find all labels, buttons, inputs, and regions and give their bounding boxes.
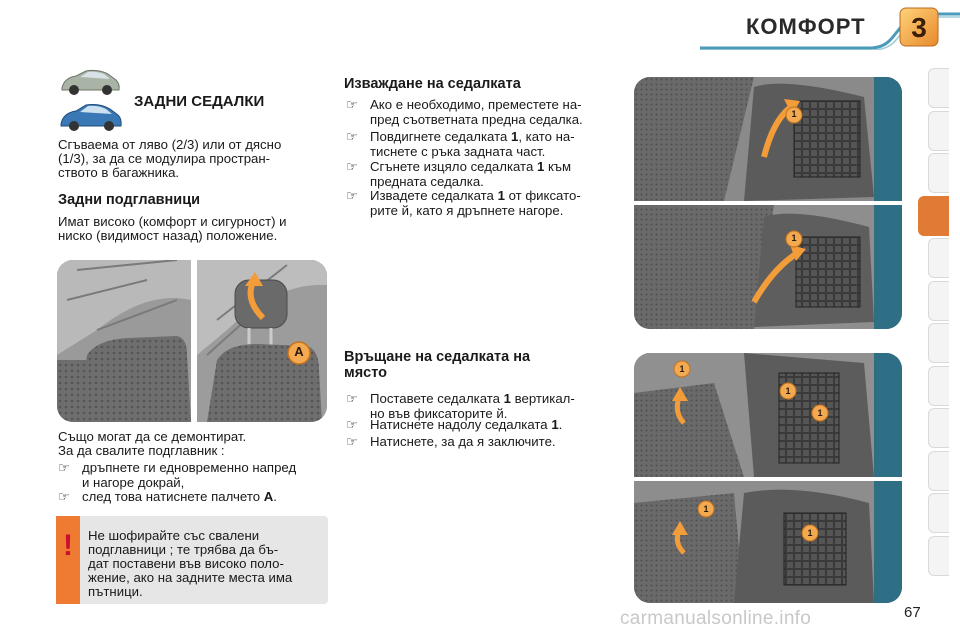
bullet-text: от фиксато- [504, 188, 581, 203]
bullet-text: Сгънете изцяло седалката [370, 159, 537, 174]
after-text-2: За да свалите подглавник : [58, 443, 225, 458]
warning-line-5: пътници. [88, 584, 143, 599]
bullet-text: след това натиснете палчето [82, 489, 264, 504]
warning-line-3: дат поставени във високо поло- [88, 556, 284, 571]
bullet-icon: ☞ [346, 434, 358, 449]
label-1-text: 1 [791, 233, 797, 243]
bullet-text: , като на- [518, 129, 575, 144]
headrests-text-2: ниско (видимост назад) положение. [58, 228, 278, 243]
intro-line-3: ството в багажника. [58, 165, 180, 180]
label-1-text: 1 [703, 504, 709, 514]
bullet-bold: 1 [536, 159, 545, 174]
headrests-text-1: Имат високо (комфорт и сигурност) и [58, 214, 287, 229]
bullet-text: Натиснете надолу седалката [370, 417, 552, 432]
bullet-icon: ☞ [346, 159, 358, 174]
intro-line-1: Сгъваема от ляво (2/3) или от дясно [58, 137, 282, 152]
label-1-text: 1 [679, 364, 685, 374]
bullet-bold: 1 [503, 391, 511, 406]
install-photo [634, 353, 902, 603]
bullet-icon: ☞ [346, 188, 358, 203]
bullet-text: . [558, 417, 563, 432]
bullet-line: и нагоре докрай, [82, 474, 185, 490]
warning-icon: ! [63, 529, 73, 562]
label-a-text: A [294, 344, 304, 359]
chapter-tab[interactable] [928, 493, 949, 533]
bullet-icon: ☞ [346, 97, 358, 112]
car-blue-icon [58, 100, 124, 134]
bullet-line: предната седалка. [370, 173, 484, 189]
warning-line-1: Не шофирайте със свалени [88, 528, 260, 543]
list-item [346, 130, 618, 160]
headrests-title: Задни подглавници [58, 192, 201, 208]
bullet-line: Ако е необходимо, преместете на- [370, 97, 582, 112]
chapter-tab[interactable] [918, 196, 949, 236]
bullet-line: дръпнете ги едновременно напред [82, 460, 297, 475]
list-item [58, 461, 328, 491]
chapter-tab[interactable] [928, 281, 949, 321]
after-text-1: Също могат да се демонтират. [58, 429, 247, 444]
warning-line-2: подглавници ; те трябва да бъ- [88, 542, 279, 557]
remove-photo [634, 77, 902, 329]
chapter-number: 3 [911, 12, 927, 43]
label-1-text: 1 [785, 386, 791, 396]
warning-line-4: жение, ако на задните места има [88, 570, 293, 585]
intro-line-2: (1/3), за да се модулира простран- [58, 151, 271, 166]
section-title: ЗАДНИ СЕДАЛКИ [134, 93, 265, 110]
bullet-bold: 1 [510, 129, 519, 144]
chapter-tab[interactable] [928, 68, 949, 108]
bullet-icon: ☞ [58, 489, 70, 504]
chapter-tab[interactable] [928, 451, 949, 491]
watermark: carmanualsonline.info [620, 608, 812, 629]
bullet-bold: 1 [497, 188, 505, 203]
bullet-text: Извадете седалката [370, 188, 498, 203]
page-number: 67 [904, 604, 921, 621]
chapter-tabs [928, 66, 950, 576]
list-item [58, 490, 328, 506]
chapter-tab[interactable] [928, 153, 949, 193]
chapter-tab[interactable] [928, 238, 949, 278]
bullet-line: но във фиксаторите й. [370, 405, 508, 421]
bullet-line: тиснете с ръка задната част. [370, 143, 546, 159]
bullet-text: към [544, 159, 572, 174]
bullet-text: Поставете седалката [370, 391, 504, 406]
list-item [346, 435, 618, 451]
list-item [346, 418, 618, 434]
chapter-title: КОМФОРТ [746, 14, 866, 39]
chapter-tab[interactable] [928, 111, 949, 151]
bullet-icon: ☞ [346, 391, 358, 406]
bullet-text: Натиснете, за да я заключите. [370, 434, 556, 449]
bullet-icon: ☞ [346, 417, 358, 432]
remove-title: Изваждане на седалката [344, 76, 521, 92]
bullet-bold: 1 [551, 417, 559, 432]
list-item [346, 98, 618, 128]
install-title-1: Връщане на седалката на [344, 349, 531, 365]
bullet-text: Повдигнете седалката [370, 129, 511, 144]
label-1-text: 1 [791, 109, 797, 119]
list-item [346, 160, 618, 190]
install-title-2: място [344, 365, 388, 381]
bullet-text: вертикал- [510, 391, 575, 406]
chapter-tab[interactable] [928, 408, 949, 448]
bullet-icon: ☞ [58, 460, 70, 475]
bullet-line: рите й, като я дръпнете нагоре. [370, 202, 564, 218]
label-1-text: 1 [817, 408, 823, 418]
car-silver-icon [58, 66, 122, 98]
bullet-line: пред съответната предна седалка. [370, 111, 583, 127]
label-1-text: 1 [807, 528, 813, 538]
bullet-suffix: . [273, 489, 277, 504]
chapter-tab[interactable] [928, 536, 949, 576]
bullet-bold: A [263, 489, 274, 504]
chapter-tab[interactable] [928, 366, 949, 406]
chapter-tab[interactable] [928, 323, 949, 363]
list-item [346, 189, 618, 219]
bullet-icon: ☞ [346, 129, 358, 144]
